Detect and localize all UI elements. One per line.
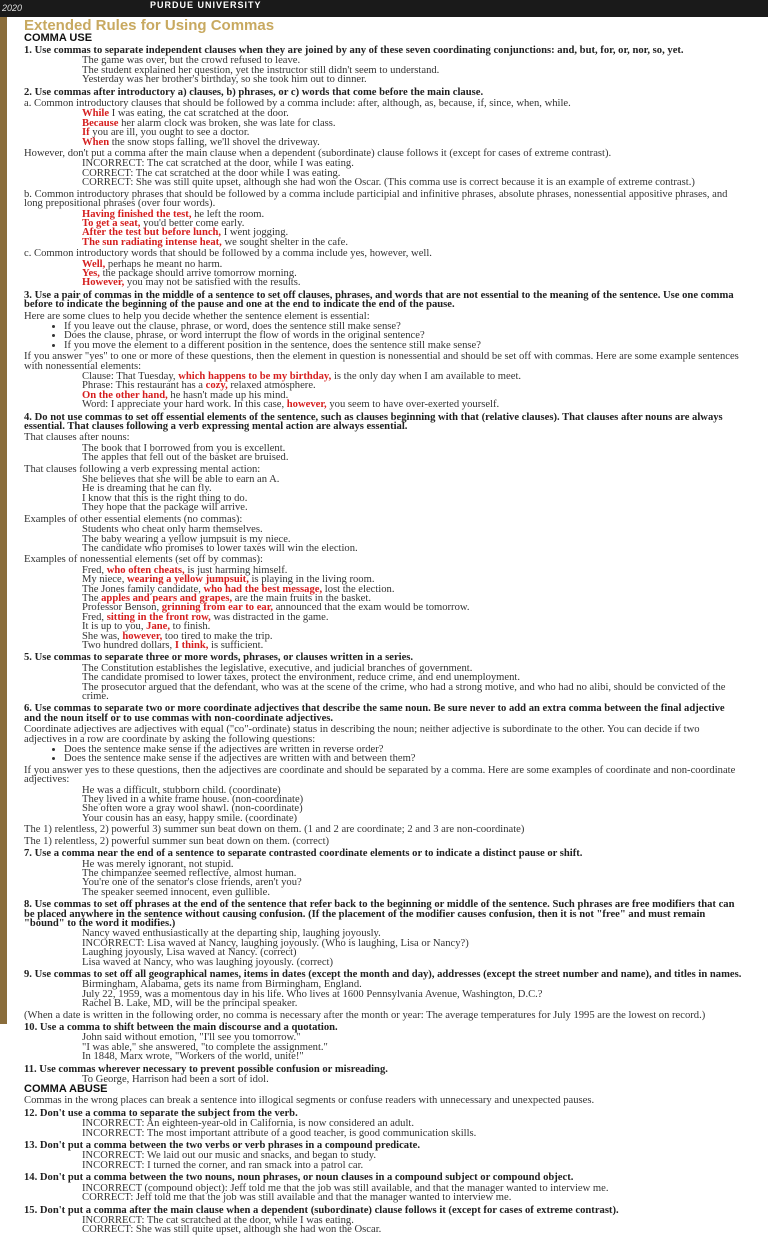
example-text: the snow stops falling, we'll shovel the driveway. (109, 136, 320, 148)
paragraph: (When a date is written in the following order, no comma is necessary after the month or year: The average temperatures for July 1995 are the lowest on record.) (24, 1009, 706, 1021)
example-sentence: He was merely ignorant, not stupid. (82, 858, 234, 870)
document-content (24, 46, 744, 1235)
example-sentence: INCORRECT: The most important attribute of a good teacher, is good communication skills. (82, 1127, 477, 1139)
paragraph: Examples of nonessential elements (set off by commas): (24, 554, 263, 566)
rule-heading: 6. Use commas to separate two or more coordinate adjectives that describe the same noun. Be sure never to add an extra comma between the final adjective and the noun itself or to use commas with non-coordinate adjectives. (24, 703, 725, 724)
example-sentence: They lived in a white frame house. (non-coordinate) (82, 794, 304, 806)
example-sentence: CORRECT: Jeff told me that the job was still available and that the manager wanted to interview me. (82, 1192, 512, 1204)
example-text: It is up to you, (82, 621, 147, 633)
highlighted-phrase: If (82, 127, 90, 139)
highlighted-phrase: which happens to be my birthday, (178, 371, 332, 382)
example-sentence: In 1848, Marx wrote, "Workers of the world, unite!" (82, 1051, 304, 1063)
example-sentence: INCORRECT: We laid out our music and snacks, and began to study. (82, 1150, 377, 1162)
bullet-item: • Does the clause, phrase, or word interrupt the flow of words in the original sentence? (64, 331, 744, 340)
example-text: lost the election. (322, 583, 395, 595)
paragraph: That clauses following a verb expressing mental action: (24, 463, 261, 475)
document-body (24, 17, 744, 1235)
example-text: perhaps he meant no harm. (105, 258, 223, 270)
rule-heading: 15. Don't put a comma after the main clause when a dependent (subordinate) clause follows it (except for cases of extreme contrast). (24, 1204, 619, 1216)
example-text: you are ill, you ought to see a doctor. (89, 127, 250, 139)
highlighted-phrase: however, (286, 399, 327, 411)
example-text: Professor Benson, (82, 602, 162, 614)
highlighted-phrase: However, (82, 277, 125, 289)
paragraph: That clauses after nouns: (24, 432, 130, 444)
example-sentence: She often wore a gray wool shawl. (non-coordinate) (82, 803, 303, 815)
paragraph: b. Common introductory phrases that should be followed by a comma include participial and infinitive phrases, absolute phrases, nonessential appositive phrases, and long prepositional phrases (over four words). (24, 188, 728, 210)
example-text: relaxed atmosphere. (227, 380, 316, 392)
highlighted-phrase: Having finished the test, (82, 208, 192, 220)
rule-heading: 3. Use a pair of commas in the middle of a sentence to set off clauses, phrases, and words that are not essential to the meaning of the sentence. Use one comma before to indicate the beginning of the pause and one at the end to indicate the end of the pause. (24, 289, 734, 311)
example-sentence (82, 641, 744, 650)
example-text: I was eating, the cat scratched at the door. (109, 108, 289, 120)
example-sentence (82, 278, 744, 287)
example-sentence: Rachel B. Lake, MD, will be the principal speaker. (82, 998, 298, 1010)
rule-heading: 1. Use commas to separate independent clauses when they are joined by any of these seven coordinating conjunctions: and, but, for, or, nor, so, yet. (24, 45, 684, 56)
highlighted-phrase: however, (122, 630, 163, 642)
highlighted-phrase: On the other hand, (82, 389, 168, 401)
example-text: is sufficient. (208, 639, 264, 651)
example-sentence: CORRECT: She was still quite upset, although she had won the Oscar. (This comma use is correct because it is an example of extreme contrast.) (82, 177, 695, 189)
example-sentence: Yesterday was her brother's birthday, so she took him out to dinner. (82, 74, 367, 86)
example-sentence: Lisa waved at Nancy, who was laughing joyously. (correct) (82, 956, 334, 968)
highlighted-phrase: When (82, 136, 110, 148)
example-sentence: The game was over, but the crowd refused to leave. (82, 55, 301, 67)
example-sentence (82, 400, 744, 409)
paragraph: The 1) relentless, 2) powerful summer sun beat down on them. (correct) (24, 835, 330, 847)
example-sentence: Nancy waved enthusiastically at the departing ship, laughing joyously. (82, 928, 381, 940)
section-heading: COMMA ABUSE (24, 1083, 108, 1096)
example-text: you may not be satisfied with the results. (124, 277, 301, 289)
paragraph: a. Common introductory clauses that should be followed by a comma include: after, although, as, because, if, since, when, while. (24, 98, 571, 110)
example-text: My niece, (82, 574, 128, 586)
rule-heading: 4. Do not use commas to set off essential elements of the sentence, such as clauses beginning with that (relative clauses). That clauses after nouns are always essential. That clauses following a verb expressing mental action are always essential. (24, 411, 723, 433)
purdue-logo[interactable]: PURDUE UNIVERSITY (150, 0, 262, 10)
highlighted-phrase: wearing a yellow jumpsuit, (127, 574, 249, 586)
example-text: you seem to have over-exerted yourself. (326, 399, 500, 411)
rule-heading: 14. Don't put a comma between the two nouns, noun phrases, or noun clauses in a compound subject or compound object. (24, 1172, 574, 1184)
header-year: 2020 (2, 3, 23, 13)
paragraph: The 1) relentless, 2) powerful 3) summer sun beat down on them. (1 and 2 are coordinate; 2 and 3 are non-coordinate) (24, 824, 525, 836)
example-sentence: INCORRECT: The cat scratched at the door, while I was eating. (82, 1214, 354, 1226)
example-sentence (82, 138, 744, 147)
example-sentence: The chimpanzee seemed reflective, almost human. (82, 867, 297, 879)
section-heading-comma-use: COMMA USE (24, 32, 93, 44)
example-text: The (82, 592, 102, 604)
example-sentence: INCORRECT: An eighteen-year-old in California, is now considered an adult. (82, 1118, 415, 1130)
example-text: are the main fruits in the basket. (232, 592, 371, 604)
bullet-list (24, 745, 744, 764)
page-title: Extended Rules for Using Commas (24, 17, 275, 34)
example-sentence: Students who cheat only harm themselves. (82, 524, 263, 536)
highlighted-phrase: Because (82, 117, 119, 129)
highlighted-phrase: Yes, (82, 267, 100, 279)
example-text: he hasn't made up his mind. (167, 389, 289, 401)
example-sentence: The book that I borrowed from you is excellent. (82, 442, 286, 454)
example-sentence: They hope that the package will arrive. (82, 502, 248, 514)
example-sentence: Laughing joyously, Lisa waved at Nancy. (correct) (82, 947, 297, 959)
example-sentence (82, 238, 744, 247)
paragraph: Coordinate adjectives are adjectives with equal ("co"-ordinate) status in describing the noun; neither adjective is subordinate to the other. You can decide if two adjectives in a row are coordinate by asking the following questions: (24, 724, 700, 745)
example-text: too tired to make the trip. (162, 630, 273, 642)
example-sentence: The candidate promised to lower taxes, protect the environment, reduce crime, and end unemployment. (82, 672, 521, 684)
paragraph: Commas in the wrong places can break a sentence into illogical segments or confuse readers with unnecessary and unexpected pauses. (24, 1095, 595, 1107)
example-sentence: She believes that she will be able to earn an A. (82, 474, 280, 486)
example-text: Two hundred dollars, (82, 639, 175, 651)
example-text: he left the room. (191, 208, 265, 220)
example-sentence: CORRECT: She was still quite upset, although she had won the Oscar. (82, 1224, 382, 1235)
example-text: her alarm clock was broken, she was late for class. (118, 117, 336, 129)
example-text: The Jones family candidate, (82, 583, 204, 595)
highlighted-phrase: Jane, (146, 621, 170, 633)
example-sentence: He was a difficult, stubborn child. (coordinate) (82, 784, 281, 796)
paragraph: However, don't put a comma after the main clause when a dependent (subordinate) clause follows it (except for cases of extreme contrast). (24, 148, 612, 160)
example-sentence: The speaker seemed innocent, even gullible. (82, 886, 270, 898)
paragraph: Examples of other essential elements (no commas): (24, 513, 243, 525)
example-text: is just harming himself. (184, 564, 288, 576)
example-sentence: INCORRECT: Lisa waved at Nancy, laughing joyously. (Who is laughing, Lisa or Nancy?) (82, 937, 469, 949)
example-sentence: Your cousin has an easy, happy smile. (coordinate) (82, 812, 298, 824)
example-text: Word: I appreciate your hard work. In this case, (82, 399, 287, 411)
example-sentence: INCORRECT: I turned the corner, and ran smack into a patrol car. (82, 1159, 364, 1171)
highlighted-phrase: who had the best message, (203, 583, 323, 595)
rule-heading: 11. Use commas wherever necessary to prevent possible confusion or misreading. (24, 1063, 388, 1075)
highlighted-phrase: apples and pears and grapes, (101, 592, 233, 604)
example-text: announced that the exam would be tomorrow. (273, 602, 470, 614)
paragraph: Here are some clues to help you decide whether the sentence element is essential: (24, 310, 370, 322)
paragraph: If you answer "yes" to one or more of these questions, then the element in question is nonessential and should be set off with commas. Here are some example sentences with nonessential elements: (24, 351, 739, 372)
example-sentence: The student explained her question, yet the instructor still didn't seem to understand. (82, 64, 440, 76)
rule-heading: 13. Don't put a comma between the two verbs or verb phrases in a compound predicate. (24, 1140, 420, 1152)
example-sentence: July 22, 1959, was a momentous day in his life. Who lives at 1600 Pennsylvania Avenue, Washington, D.C.? (82, 988, 543, 1000)
example-text: Fred, (82, 564, 107, 576)
rule-heading: 7. Use a comma near the end of a sentence to separate contrasted coordinate elements or to indicate a distinct pause or shift. (24, 848, 583, 860)
example-text: Phrase: This restaurant has a (82, 380, 206, 392)
highlighted-phrase: The sun radiating intense heat, (82, 236, 222, 248)
example-text: you'd better come early. (140, 217, 245, 229)
highlighted-phrase: Well, (82, 258, 106, 270)
highlighted-phrase: To get a seat, (82, 217, 141, 229)
example-sentence: Birmingham, Alabama, gets its name from Birmingham, England. (82, 979, 362, 991)
example-text: Clause: That Tuesday, (82, 371, 179, 382)
paragraph: If you answer yes to these questions, then the adjectives are coordinate and should be separated by a comma. Here are some examples of coordinate and non-coordinate adjectives: (24, 764, 736, 786)
paragraph: c. Common introductory words that should be followed by a comma include yes, however, well. (24, 248, 432, 260)
rule-heading: 9. Use commas to set off all geographical names, items in dates (except the month and day), addresses (except the street number and name), and titles in names. (24, 968, 742, 980)
example-sentence: INCORRECT: The cat scratched at the door, while I was eating. (82, 158, 354, 170)
rule-heading: 2. Use commas after introductory a) clauses, b) phrases, or c) words that come before the main clause. (24, 86, 484, 98)
example-sentence: I know that this is the right thing to do. (82, 492, 248, 504)
highlighted-phrase: I think, (174, 639, 209, 651)
example-text: Fred, (82, 611, 107, 623)
rule-heading: 12. Don't use a comma to separate the subject from the verb. (24, 1107, 298, 1119)
example-sentence: The apples that fell out of the basket are bruised. (82, 452, 289, 464)
example-sentence: He is dreaming that he can fly. (82, 483, 212, 495)
example-text: was distracted in the game. (210, 611, 329, 623)
example-sentence: To George, Harrison had been a sort of idol. (82, 1074, 269, 1086)
highlighted-phrase: who often cheats, (106, 564, 185, 576)
bullet-item: • Does the sentence make sense if the adjectives are written with and between them? (64, 754, 744, 763)
example-sentence: CORRECT: The cat scratched at the door while I was eating. (82, 167, 341, 179)
example-sentence: You're one of the senator's close friends, aren't you? (82, 877, 302, 889)
highlighted-phrase: After the test but before lunch, (82, 227, 222, 239)
example-text: the package should arrive tomorrow morning. (99, 267, 297, 279)
rule-heading: 8. Use commas to set off phrases at the end of the sentence that refer back to the beginning or middle of the sentence. Such phrases are free modifiers that can be placed anywhere in the sentence without causing confusion. (If the placement of the modifier causes confusion, then it is not "free" and must remain "bound" to the word it modifies.) (24, 899, 735, 929)
example-sentence: The Constitution establishes the legislative, executive, and judicial branches of government. (82, 662, 473, 674)
example-sentence: The prosecutor argued that the defendant, who was at the scene of the crime, who had a strong motive, and who had no alibi, should be convicted of the crime. (82, 681, 726, 702)
example-text: I went jogging. (221, 227, 289, 239)
bullet-item: • If you leave out the clause, phrase, or word, does the sentence still make sense? (64, 322, 744, 331)
example-sentence: The candidate who promises to lower taxes will win the election. (82, 542, 358, 554)
bullet-list (24, 322, 744, 350)
example-sentence: The baby wearing a yellow jumpsuit is my niece. (82, 533, 291, 545)
example-text: is playing in the living room. (248, 574, 375, 586)
example-sentence: INCORRECT (compound object): Jeff told me that the job was still available, and that the manager wanted to interview me. (82, 1182, 609, 1194)
highlighted-phrase: grinning from ear to ear, (161, 602, 274, 614)
left-accent-bar (0, 0, 7, 1024)
highlighted-phrase: cozy, (205, 380, 228, 392)
highlighted-phrase: While (82, 108, 110, 120)
rule-heading: 10. Use a comma to shift between the main discourse and a quotation. (24, 1022, 338, 1033)
example-text: She was, (82, 630, 123, 642)
rule-heading: 5. Use commas to separate three or more words, phrases, or clauses written in a series. (24, 652, 414, 664)
example-text: is the only day when I am available to meet. (331, 371, 522, 382)
highlighted-phrase: sitting in the front row, (106, 611, 211, 623)
example-sentence: John said without emotion, "I'll see you tomorrow." (82, 1032, 301, 1044)
site-header (0, 0, 768, 17)
example-text: to finish. (170, 621, 211, 633)
bullet-item: • Does the sentence make sense if the adjectives are written in reverse order? (64, 745, 744, 754)
example-sentence: "I was able," she answered, "to complete the assignment." (82, 1041, 328, 1053)
bullet-item: • If you move the element to a different position in the sentence, does the sentence still make sense? (64, 341, 744, 350)
example-text: we sought shelter in the cafe. (221, 236, 349, 248)
